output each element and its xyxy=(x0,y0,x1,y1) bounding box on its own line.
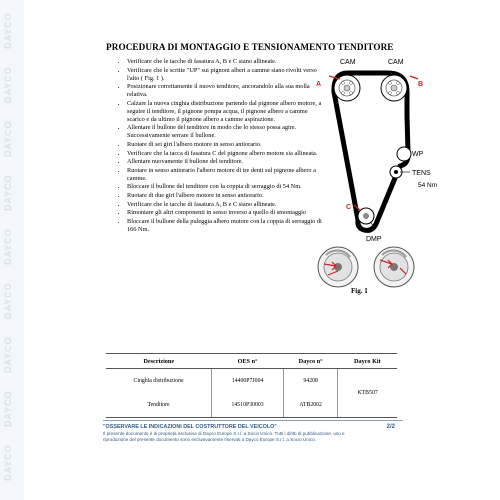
label-tens: TENS xyxy=(412,170,431,177)
table-row xyxy=(106,369,397,394)
page-title: PROCEDURA DI MONTAGGIO E TENSIONAMENTO TENDITORE xyxy=(106,42,394,52)
step-item: • Posizionare correttamente il nuovo tenditore, ancorandolo alla sua molla relativa. xyxy=(127,83,327,99)
procedure-steps xyxy=(115,58,327,234)
step-item: • Ruotare di sei giri l'albero motore in senso antiorario. xyxy=(127,141,327,149)
timing-belt-diagram xyxy=(310,52,440,292)
watermark-logo: DAYCO xyxy=(3,228,13,266)
table-header-row xyxy=(106,354,397,369)
label-torque: 54 Nm xyxy=(418,182,438,189)
table-cell: 94208 xyxy=(284,369,338,394)
crankshaft-pulley xyxy=(358,208,374,224)
watermark-logo: DAYCO xyxy=(3,66,13,104)
parts-table xyxy=(106,353,397,418)
step-item: • Verificare che le scritte "UP" sui pignoni alberi a camme siano rivolti verso l'alto ( Fig. 1 ). xyxy=(127,67,327,83)
step-item: • Ruotare di due giri l'albero motore in senso antiorario. xyxy=(127,192,327,200)
column-header: Descrizione xyxy=(106,354,212,369)
cam-pulley-right xyxy=(381,75,407,101)
tensioner-detail-before xyxy=(318,247,358,287)
step-item: • Allentare nuovamente il bullone del tenditore. xyxy=(127,158,327,166)
label-dmp: DMP xyxy=(366,236,382,243)
label-wp: WP xyxy=(412,151,424,158)
kit-cell: KTB507 xyxy=(338,369,397,418)
step-item: • Rimontare gli altri componenti in senso inverso a quello di smontaggio xyxy=(127,209,327,217)
tensioner-detail-after xyxy=(374,247,414,287)
footer-note: "OSSERVARE LE INDICAZIONI DEL COSTRUTTORE DEL VEICOLO" xyxy=(103,424,277,430)
footer-legal-text: Il presente documento è di proprietà esclusiva di Dayco Europe S.r.l. a Socio Unico. Tutti i diritti di pubblicazione, uso e riproduzione del presente documento sono esclusivamente riservati a Dayco Europe S.r.l. a Socio Unico. xyxy=(103,431,345,442)
step-item: • Verificare che la tacca di fasatura C del pignone albero motore sia allineata. xyxy=(127,150,327,158)
watermark-logo: DAYCO xyxy=(3,174,13,212)
table-cell: 14510P30003 xyxy=(212,393,284,418)
label-mark-b: B xyxy=(418,81,424,88)
label-mark-c: C xyxy=(346,204,352,211)
label-cam-left: CAM xyxy=(340,59,356,66)
watermark-strip xyxy=(0,0,24,500)
step-item: • Calzare la nuova cinghia distribuzione partendo dal pignone albero motore, a seguire il tenditore, il pignone pompa acqua, il pignone albero a camme scarico e da ultimo il pignone albero a camme aspirazione. xyxy=(127,100,327,124)
watermark-logo: DAYCO xyxy=(3,444,13,482)
step-item: • Verificare che le tacche di fasatura A, B e C siano allineate. xyxy=(127,201,327,209)
page-footer xyxy=(103,420,403,457)
timing-mark-b xyxy=(410,76,418,79)
step-item: • Allentare il bullone del tenditore in modo che lo stesso possa agire. Successivamente serrare il bullone. xyxy=(127,124,327,140)
label-cam-right: CAM xyxy=(388,59,404,66)
step-item: • Ruotare in senso antiorario l'albero motore di tre denti sul pignone albero a camme. xyxy=(127,167,327,183)
step-item: • Bloccare il bullone della puleggia albero motore con la coppia di serraggio di 166 Nm. xyxy=(127,218,327,234)
table-cell: 14400P7J004 xyxy=(212,369,284,394)
table-cell: Cinghia distribuzione xyxy=(106,369,212,394)
table-cell: ATB2002 xyxy=(284,393,338,418)
watermark-logo: DAYCO xyxy=(3,390,13,428)
table-cell: Tenditore xyxy=(106,393,212,418)
label-mark-a: A xyxy=(316,81,322,88)
page-number: 2/2 xyxy=(386,424,395,430)
column-header: Dayco n° xyxy=(284,354,338,369)
step-item: • Verificare che le tacche di fasatura A, B e C siano allineate. xyxy=(127,58,327,66)
figure-caption: Fig. 1 xyxy=(351,287,368,295)
watermark-logo: DAYCO xyxy=(3,336,13,374)
watermark-logo: DAYCO xyxy=(3,282,13,320)
column-header: OES n° xyxy=(212,354,284,369)
water-pump-pulley xyxy=(397,147,411,161)
column-header: Dayco Kit xyxy=(338,354,397,369)
watermark-logo: DAYCO xyxy=(3,120,13,158)
watermark-logo: DAYCO xyxy=(3,12,13,50)
step-item: • Bloccare il bullone del tenditore con la coppia di serraggio di 54 Nm. xyxy=(127,183,327,191)
